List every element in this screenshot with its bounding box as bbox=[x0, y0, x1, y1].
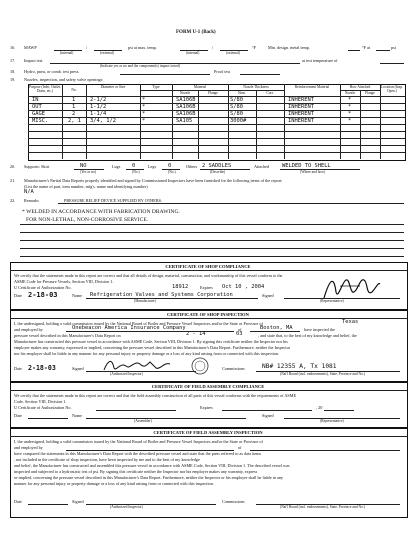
col-reinforcement: Reinforcement Material bbox=[294, 85, 330, 89]
row3-attached: * bbox=[348, 111, 352, 117]
form-title: FORM U-1 (Back) bbox=[176, 30, 216, 35]
line20-legs-value: 0 bbox=[168, 163, 172, 169]
line20-where-how: (Where and how) bbox=[300, 170, 326, 174]
shop-compliance-text2: ASME Code for Pressure Vessels, Section VIII, Division 1. bbox=[14, 279, 114, 284]
shop-inspection-commission-number: NB# 12355 A, Tx 1081 bbox=[262, 363, 337, 370]
line21-text2: (List the name of part, item number, mfg's. name and identifying number) bbox=[24, 184, 148, 189]
inspector-stamp-icon bbox=[188, 356, 212, 376]
shop-compliance-text1: We certify that the statements made in this report are correct and that all details of design, material, construction, and workmanship of this vessel conform to the bbox=[14, 273, 283, 278]
row1-material: SA106B bbox=[176, 97, 196, 103]
line16-degF: °F bbox=[252, 45, 257, 50]
line20-no2: (No.) bbox=[168, 170, 176, 174]
row3-material: SA106B bbox=[176, 111, 196, 117]
field-compliance-name-label: Name bbox=[72, 413, 82, 418]
row3-no: 2 bbox=[72, 111, 76, 117]
line21-number: 21. bbox=[10, 178, 16, 183]
shop-inspection-text1: I, the undersigned, holding a valid commission issued by the National Board of Boiler and Pressure Vessel Inspectors and/or the State or Province of bbox=[14, 321, 263, 326]
field-compliance-signed-label: Signed bbox=[262, 413, 274, 418]
field-inspection-of-label: of bbox=[238, 445, 242, 450]
shop-compliance-expires-label: Expires bbox=[200, 285, 213, 290]
row2-diameter: 1-1/2 bbox=[90, 104, 107, 110]
line21-text1: Manufacturer's Partial Data Reports properly identified and signed by Commissioned Inspectors have been furnished for the following items of the report: bbox=[24, 178, 283, 183]
col-diameter: Diameter or Size bbox=[100, 85, 126, 89]
line16-internal2: (internal) bbox=[186, 51, 200, 55]
field-compliance-text1: We certify that the statements made in this report are correct and that the field assembly construction of all parts of this vessel conforms with the requirements of ASME bbox=[14, 393, 297, 398]
field-compliance-year: , 20 bbox=[316, 405, 323, 410]
shop-inspection-commissions-label: Commissions bbox=[222, 366, 245, 371]
shop-compliance-manufacturer: (Manufacturer) bbox=[134, 299, 156, 303]
line16-external: (external) bbox=[100, 51, 114, 55]
row2-no: 1 bbox=[72, 104, 76, 110]
row3-thickness: S/80 bbox=[230, 111, 243, 117]
line20-attached-value: WELDED TO SHELL bbox=[282, 163, 331, 169]
row4-type: * bbox=[142, 118, 146, 124]
row3-diameter: 1-1/4 bbox=[90, 111, 107, 117]
sub-nom: Nom. bbox=[237, 91, 247, 95]
sub-nozzle2: Nozzle bbox=[344, 91, 356, 95]
shop-compliance-signature bbox=[320, 272, 384, 304]
col-material: Material bbox=[193, 85, 207, 89]
field-inspection-commissions-label: Commissions bbox=[222, 499, 245, 504]
shop-compliance-expires: Oct 10 , 2004 bbox=[222, 284, 265, 290]
shop-inspection-employed-label: and employed by bbox=[14, 327, 43, 332]
field-compliance-expires-label: Expires bbox=[200, 405, 213, 410]
line18-proof-test: Proof test bbox=[214, 69, 231, 74]
shop-compliance-auth-number: 18912 bbox=[172, 284, 189, 290]
line20-legs: Legs bbox=[148, 164, 157, 169]
col-type: Type bbox=[152, 85, 160, 89]
col-location: Location (Insp. Open.) bbox=[381, 85, 403, 93]
line16-mawp-label: MAWP bbox=[24, 45, 37, 50]
field-inspection-inspector-caption: (Authorized Inspector) bbox=[110, 505, 143, 509]
col-no: No. bbox=[71, 88, 77, 92]
row1-thickness: S/80 bbox=[230, 97, 243, 103]
shop-inspection-inspected-date: 2 - 14 bbox=[186, 331, 206, 337]
row4-diameter: 3/4, 1/2 bbox=[90, 118, 116, 124]
line18-label: Hydro, pneu, or comb. test press. bbox=[24, 69, 80, 74]
line17-number: 17. bbox=[10, 58, 16, 63]
shop-inspection-city: Boston, MA bbox=[260, 325, 293, 331]
line22-remarks-value: PRESSURE RELIEF DEVICE SUPPLIED BY OTHERS. bbox=[64, 198, 163, 203]
shop-inspection-board-caption: (Nat'l Board (incl. endorsements), State, Province and No.) bbox=[280, 372, 365, 376]
line17-note: (Indicate yes or no and the component(s) impact tested) bbox=[100, 64, 181, 68]
line20-attached: Attached bbox=[254, 164, 270, 169]
line17-impact-label: Impact test bbox=[24, 58, 43, 63]
welded-statement-2: FOR NON-LETHAL, NON-CORROSIVE SERVICE. bbox=[26, 217, 149, 223]
row2-type: * bbox=[142, 104, 146, 110]
field-inspection-board-caption: (Nat'l Board (incl. endorsements), State, Province and No.) bbox=[280, 505, 365, 509]
line20-others: Others bbox=[186, 164, 198, 169]
row1-reinforcement: INHERENT bbox=[288, 97, 314, 103]
row3-type: * bbox=[142, 111, 146, 117]
line20-lugs: Lugs bbox=[112, 164, 121, 169]
shop-compliance-date-label: Date bbox=[14, 293, 22, 298]
line20-no1: (No.) bbox=[132, 170, 140, 174]
row1-purpose: IN bbox=[32, 97, 39, 103]
row4-purpose: MISC. bbox=[32, 118, 49, 124]
field-compliance-date-label: Date bbox=[14, 413, 22, 418]
field-inspection-signed-label: Signed bbox=[72, 499, 84, 504]
shop-inspection-text7: nor his employer shall be liable in any manner for any personal injury or property damage or a loss of any kind arising from or connected with this inspection. bbox=[14, 351, 280, 356]
shop-inspection-text5: Manufacturer has constructed this pressure vessel in accordance with ASME Code, Section VIII, Division 1. By signing this certificate neither the Inspector nor his bbox=[14, 339, 288, 344]
row4-attached: * bbox=[348, 118, 352, 124]
row1-type: * bbox=[142, 97, 146, 103]
col-purpose: Purpose (Inlet, Outlet, Drain, etc.) bbox=[29, 85, 61, 93]
shop-compliance-company: Refrigeration Valves and Systems Corporation bbox=[90, 292, 233, 298]
line16-internal: (internal) bbox=[60, 51, 74, 55]
field-inspection-text2: have compared the statements in this Manufacturer's Data Report with the described pressure vessel and state that the parts referred to as data items bbox=[14, 451, 262, 456]
field-inspection-employed-label: and employed by bbox=[14, 445, 43, 450]
field-compliance-title: CERTIFICATE OF FIELD ASSEMBLY COMPLIANCE bbox=[151, 384, 265, 389]
line22-number: 22. bbox=[10, 198, 16, 203]
field-compliance-rep: (Representative) bbox=[320, 419, 344, 423]
field-inspection-text1: I, the undersigned, holding a valid commission issued by the National Board of Boiler and Pressure Vessel Inspectors and/or the State or Province of bbox=[14, 439, 263, 444]
row1-attached: * bbox=[348, 97, 352, 103]
row2-attached: * bbox=[348, 104, 352, 110]
row4-no: 2, 1 bbox=[68, 118, 81, 124]
row4-material: SA105 bbox=[176, 118, 193, 124]
field-inspection-title: CERTIFICATE OF FIELD ASSEMBLY INSPECTION bbox=[153, 430, 263, 435]
field-inspection-text5: inspected and subjected to a hydrostatic test of psi. By signing this certificate neither the Inspector nor his employer makes any warranty, express bbox=[14, 469, 258, 474]
shop-inspection-inspected-year: 03 bbox=[236, 331, 243, 337]
line20-skirt-value: NO bbox=[80, 163, 87, 169]
row2-material: SA106B bbox=[176, 104, 196, 110]
shop-inspection-text2: have inspected the bbox=[304, 327, 335, 332]
shop-inspection-employer: Onebeacon America Insurance Company bbox=[72, 325, 186, 331]
col-thickness: Nozzle Thickness bbox=[243, 85, 269, 89]
shop-inspection-inspector-caption: (Authorized Inspector) bbox=[110, 372, 143, 376]
shop-inspection-of-label: of bbox=[238, 327, 242, 332]
field-compliance-assembler: (Assembler) bbox=[134, 419, 152, 423]
row4-thickness: 3000# bbox=[230, 118, 247, 124]
line20-yes-no: (Yes or no) bbox=[80, 170, 97, 174]
line16-sep: / bbox=[86, 45, 88, 50]
line20-others-value: 2 SADDLES bbox=[202, 163, 232, 169]
shop-compliance-name-label: Name bbox=[72, 293, 82, 298]
line16-sep2: / bbox=[212, 45, 214, 50]
row1-no: 1 bbox=[72, 97, 76, 103]
row4-reinforcement: INHERENT bbox=[288, 118, 314, 124]
shop-inspection-date: 2-18-03 bbox=[28, 364, 56, 372]
shop-compliance-rep: (Representative) bbox=[320, 299, 344, 303]
line17-temp-label: at test temperature of bbox=[302, 58, 338, 63]
shop-compliance-title: CERTIFICATE OF SHOP COMPLIANCE bbox=[165, 264, 251, 269]
shop-inspection-text6: employer makes any warranty, expressed or implied, concerning the pressure vessel described in this Manufacturer's Data Report. Furthermore, neither the Inspector bbox=[14, 345, 291, 350]
sub-flange2: Flange bbox=[365, 91, 375, 95]
line16-psi: psi bbox=[391, 45, 396, 50]
col-how-attached: How Attached bbox=[349, 85, 371, 89]
field-inspection-date-label: Date bbox=[14, 499, 22, 504]
row2-reinforcement: INHERENT bbox=[288, 104, 314, 110]
shop-inspection-state: Texas bbox=[342, 319, 359, 325]
shop-inspection-text3: pressure vessel described in this Manufacturer's Data Report on bbox=[14, 333, 121, 338]
field-inspection-text4: and belief, the Manufacturer has constructed and assembled this pressure vessel in accordance with ASME Code, Section VIII, Division 1. The described vessel was bbox=[14, 463, 290, 468]
shop-inspection-signature bbox=[100, 356, 190, 374]
line20-describe: (Describe) bbox=[210, 170, 226, 174]
row3-purpose: GAGE bbox=[32, 111, 45, 117]
shop-compliance-signed-label: Signed bbox=[262, 293, 274, 298]
welded-statement-1: * WELDED IN ACCORDANCE WITH FABRICATION DRAWING. bbox=[22, 209, 180, 215]
row2-thickness: S/80 bbox=[230, 104, 243, 110]
line19-number: 19. bbox=[10, 77, 16, 82]
field-compliance-text2: Code, Section VIII, Division 1. bbox=[14, 399, 67, 404]
sub-nozzle: Nozzle bbox=[179, 91, 191, 95]
shop-compliance-auth-label: U Certificate of Authorization No. bbox=[14, 285, 72, 290]
shop-inspection-date-label: Date bbox=[14, 366, 22, 371]
shop-inspection-signed-label: Signed bbox=[72, 366, 84, 371]
line16-external2: (external) bbox=[226, 51, 240, 55]
field-inspection-text7: manner for any personal injury or property damage or a loss of any kind arising from or connected with this inspection. bbox=[14, 481, 214, 486]
row3-reinforcement: INHERENT bbox=[288, 111, 314, 117]
shop-inspection-title: CERTIFICATE OF SHOP INSPECTION bbox=[167, 312, 249, 317]
sub-flange: Flange bbox=[208, 91, 218, 95]
shop-inspection-text4: , and state that, to the best of my knowledge and belief, the bbox=[258, 333, 357, 338]
line20-supports: Supports: Skirt bbox=[24, 164, 50, 169]
row1-diameter: 2-1/2 bbox=[90, 97, 107, 103]
sub-corr: Corr. bbox=[266, 91, 274, 95]
line16-at: °F at bbox=[362, 45, 371, 50]
field-compliance-auth-label: U Certificate of Authorization No. bbox=[14, 405, 72, 410]
line22-remarks: Remarks bbox=[24, 198, 39, 203]
line16-min-design: Min. design. metal temp. bbox=[268, 45, 310, 50]
line16-number: 16. bbox=[10, 45, 16, 50]
field-inspection-text3: , not included in the certificate of shop inspection, have been inspected by me and to the best of my knowledge bbox=[14, 457, 200, 462]
line18-number: 18. bbox=[10, 69, 16, 74]
row2-purpose: OUT bbox=[32, 104, 42, 110]
line21-value: N/A bbox=[24, 189, 34, 195]
line16-psi-max-temp: psi at max. temp. bbox=[128, 45, 157, 50]
line20-number: 20. bbox=[10, 164, 16, 169]
shop-compliance-date: 2-18-03 bbox=[28, 291, 58, 299]
field-inspection-text6: or implied, concerning the pressure vessel described in this Manufacturer's Data Report. Furthermore, neither the Inspector or his employer shall be liable in any bbox=[14, 475, 284, 480]
line20-lugs-value: 0 bbox=[132, 163, 136, 169]
line19-label: Nozzles, inspection, and safety valve openings: bbox=[24, 77, 104, 82]
